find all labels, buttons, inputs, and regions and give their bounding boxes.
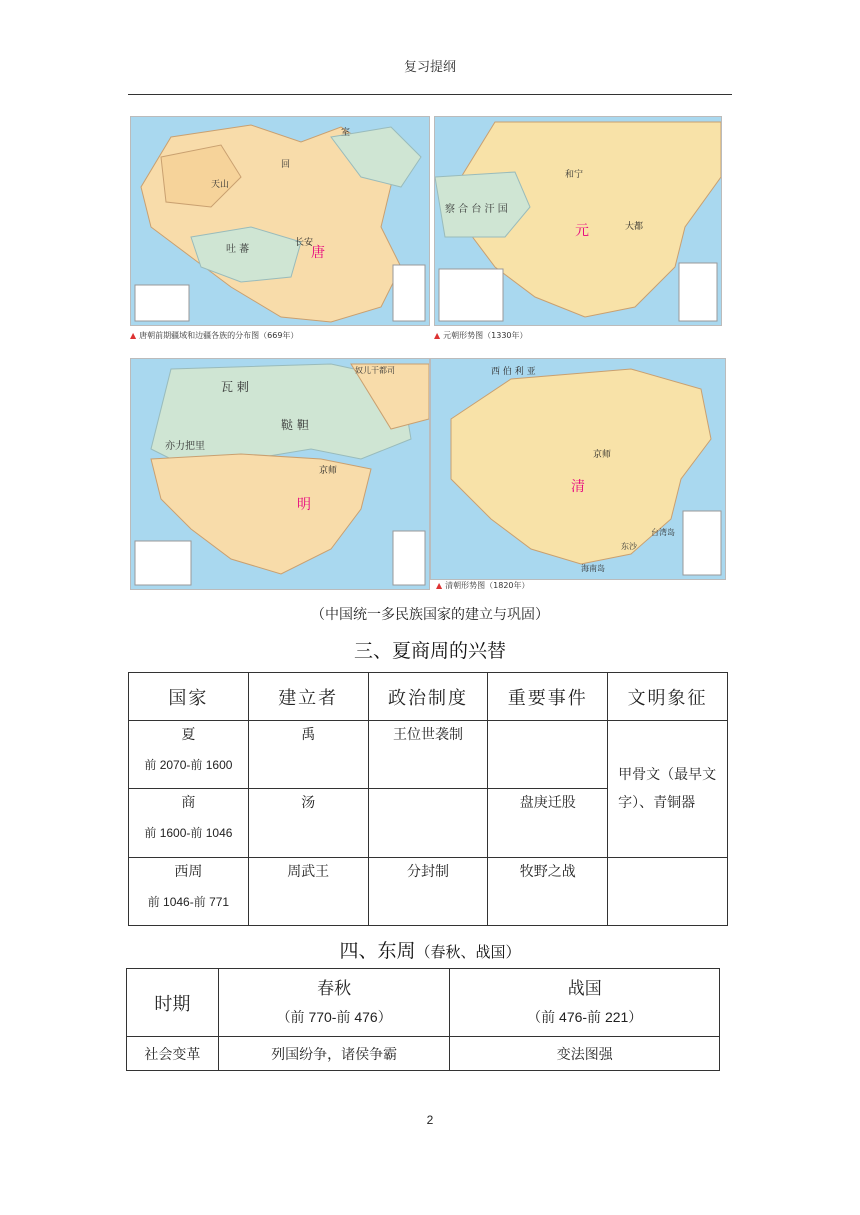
period-label: 时期 bbox=[127, 969, 219, 1037]
table-row bbox=[129, 857, 728, 925]
svg-text:京师: 京师 bbox=[593, 450, 612, 460]
state-name: 夏 bbox=[181, 727, 196, 744]
header-system: 政治制度 bbox=[368, 673, 488, 721]
state-name: 商 bbox=[181, 795, 196, 812]
table-row bbox=[127, 1037, 720, 1071]
state-name: 西周 bbox=[174, 863, 203, 880]
svg-text:西 伯 利 亚: 西 伯 利 亚 bbox=[491, 367, 536, 377]
zhanguo-date: （前 476-前 221） bbox=[527, 1008, 643, 1025]
zhanguo-name: 战国 bbox=[567, 978, 602, 999]
header-state: 国家 bbox=[129, 673, 249, 721]
triangle-icon: ▲ bbox=[436, 581, 443, 590]
header-rule bbox=[128, 94, 732, 95]
svg-text:东沙: 东沙 bbox=[621, 542, 637, 551]
header-founder: 建立者 bbox=[248, 673, 368, 721]
page-number: 2 bbox=[426, 1113, 434, 1127]
section4-table bbox=[126, 968, 720, 1071]
svg-text:京师: 京师 bbox=[319, 466, 338, 476]
founder: 汤 bbox=[301, 795, 316, 812]
svg-text:海南岛: 海南岛 bbox=[581, 564, 605, 573]
table-header-row bbox=[129, 673, 728, 721]
map-yuan-caption: ▲ 元朝形势图（1330年） bbox=[434, 331, 528, 340]
figure-caption: （中国统一多民族国家的建立与巩固） bbox=[311, 607, 549, 623]
svg-text:室: 室 bbox=[341, 128, 351, 138]
map-tang-label: 唐 bbox=[311, 245, 325, 261]
founder: 禹 bbox=[301, 727, 316, 744]
civilization-symbol: 甲骨文（最早文 字）、青铜器 bbox=[608, 721, 728, 858]
map-tang bbox=[130, 116, 430, 326]
state-date: 前 1046-前 771 bbox=[147, 894, 230, 909]
svg-text:奴儿干都司: 奴儿干都司 bbox=[355, 366, 395, 375]
important-event bbox=[488, 721, 607, 723]
map-ming bbox=[130, 358, 430, 590]
svg-text:大都: 大都 bbox=[625, 222, 644, 232]
svg-text:吐 蕃: 吐 蕃 bbox=[226, 244, 250, 255]
chunqiu-date: （前 770-前 476） bbox=[276, 1008, 392, 1025]
map-tang-caption: ▲ 唐朝前期疆域和边疆各族的分布图（669年） bbox=[130, 331, 299, 340]
map-qing-caption: ▲ 清朝形势图（1820年） bbox=[436, 581, 530, 590]
state-date: 前 2070-前 1600 bbox=[144, 758, 233, 773]
svg-text:回: 回 bbox=[281, 160, 291, 170]
svg-text:鞑 靼: 鞑 靼 bbox=[281, 418, 309, 432]
svg-text:和宁: 和宁 bbox=[565, 170, 584, 180]
header-event: 重要事件 bbox=[488, 673, 608, 721]
political-system: 分封制 bbox=[406, 863, 449, 880]
table-row bbox=[129, 721, 728, 789]
chunqiu-name: 春秋 bbox=[317, 978, 352, 999]
important-event: 牧野之战 bbox=[519, 863, 576, 880]
svg-text:清: 清 bbox=[571, 479, 585, 495]
state-date: 前 1600-前 1046 bbox=[144, 826, 233, 841]
important-event: 盘庚迁股 bbox=[519, 795, 576, 812]
political-system bbox=[369, 789, 488, 791]
founder: 周武王 bbox=[287, 863, 330, 880]
section3-table bbox=[128, 672, 728, 926]
reform-label: 社会变革 bbox=[127, 1037, 219, 1071]
header-symbol: 文明象征 bbox=[608, 673, 728, 721]
table-row bbox=[127, 969, 720, 1037]
zhanguo-reform: 变法图强 bbox=[450, 1037, 720, 1071]
svg-text:天山: 天山 bbox=[211, 180, 230, 190]
svg-text:明: 明 bbox=[297, 497, 311, 513]
triangle-icon: ▲ bbox=[434, 331, 441, 340]
map-qing bbox=[430, 358, 726, 580]
svg-text:长安: 长安 bbox=[295, 238, 314, 248]
svg-text:瓦 剌: 瓦 剌 bbox=[221, 380, 249, 394]
chunqiu-reform: 列国纷争，诸侯争霸 bbox=[218, 1037, 450, 1071]
svg-text:亦力把里: 亦力把里 bbox=[165, 441, 205, 452]
section4-title: 四、东周（春秋、战国） bbox=[339, 940, 521, 962]
svg-text:元: 元 bbox=[575, 223, 589, 239]
political-system: 王位世袭制 bbox=[392, 727, 463, 744]
map-yuan bbox=[434, 116, 722, 326]
svg-text:台湾岛: 台湾岛 bbox=[651, 528, 675, 537]
triangle-icon: ▲ bbox=[130, 331, 137, 340]
page-header: 复习提纲 bbox=[403, 60, 456, 75]
section3-title: 三、夏商周的兴替 bbox=[353, 640, 506, 662]
svg-text:察 合 台 汗 国: 察 合 台 汗 国 bbox=[445, 204, 508, 215]
